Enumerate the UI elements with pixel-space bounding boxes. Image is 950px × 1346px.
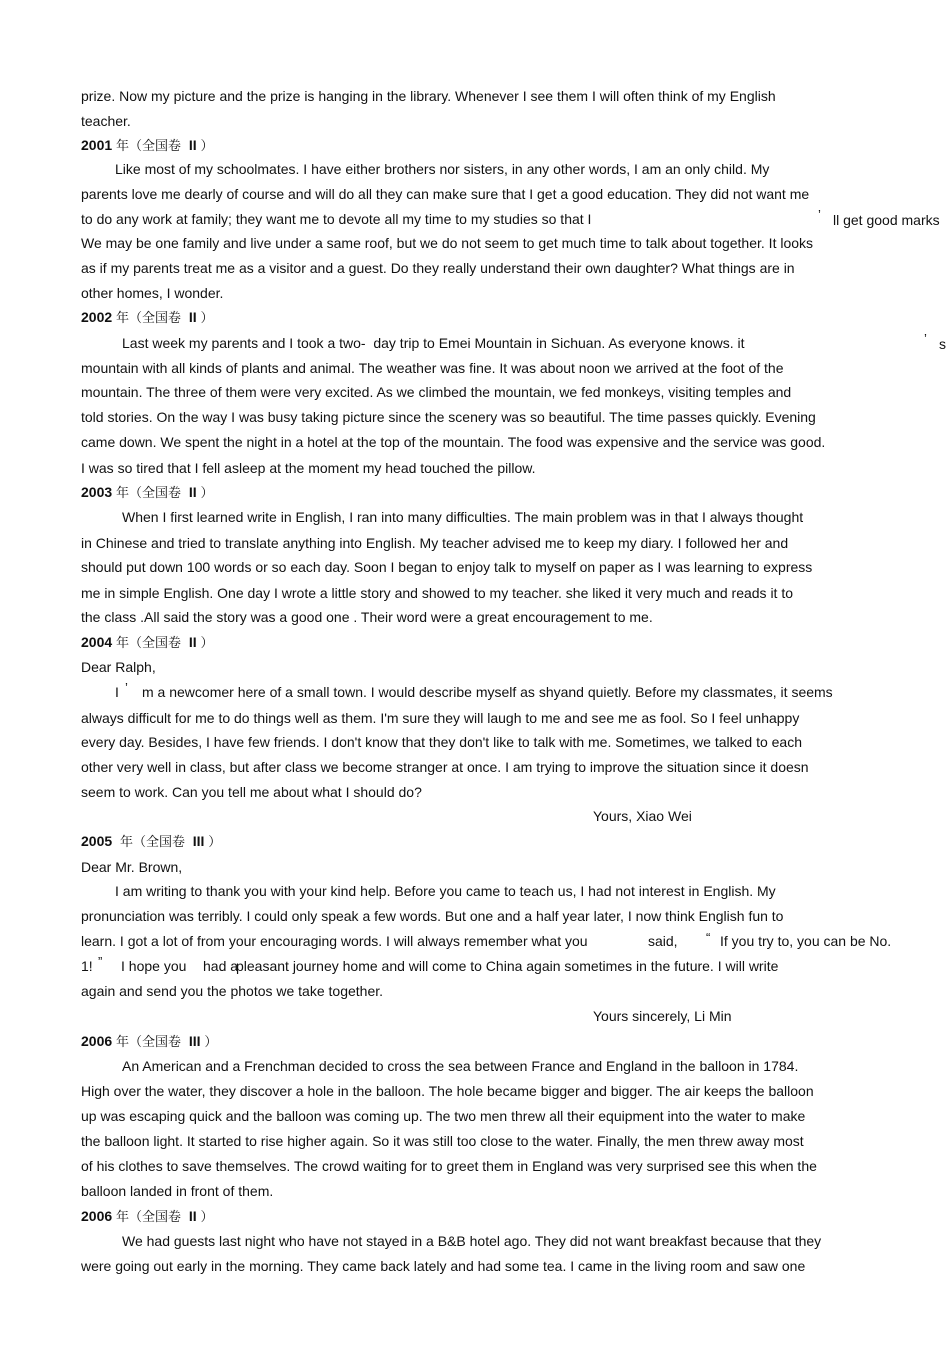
heading-exam: 年（全国卷 bbox=[116, 311, 182, 326]
text-line: other homes, I wonder. bbox=[81, 285, 224, 301]
heading-year: 2002 bbox=[81, 309, 113, 325]
text-line: had a bbox=[203, 958, 239, 974]
text-line: other very well in class, but after class we become stranger at once. I am trying to improve the situation since it doesn bbox=[81, 759, 809, 775]
heading-exam: 年（全国卷 bbox=[116, 486, 182, 501]
heading-year: 2006 bbox=[81, 1208, 113, 1224]
open-quote-mark: “ bbox=[706, 930, 711, 945]
heading-year: 2001 bbox=[81, 137, 113, 153]
text-line: I hope you bbox=[121, 958, 187, 974]
text-line: High over the water, they discover a hole in the balloon. The hole became bigger and bigger. The air keeps the balloon bbox=[81, 1083, 814, 1099]
section-heading-2001 bbox=[81, 136, 214, 156]
text-line: should put down 100 words or so each day. Soon I began to enjoy talk to myself on paper as I was learning to express bbox=[81, 559, 813, 575]
section-heading-2005 bbox=[81, 832, 221, 852]
heading-exam: 年（全国卷 bbox=[116, 139, 182, 154]
section-heading-2004 bbox=[81, 633, 214, 653]
heading-close: ） bbox=[200, 636, 214, 651]
text-line: again and send you the photos we take together. bbox=[81, 983, 384, 999]
heading-exam: 年（全国卷 bbox=[116, 1210, 182, 1225]
section-heading-2006-iii bbox=[81, 1032, 217, 1052]
heading-level: II bbox=[188, 634, 197, 650]
heading-year: 2006 bbox=[81, 1033, 113, 1049]
text-line: the balloon light. It started to rise higher again. So it was still too close to the water. Finally, the men threw away most bbox=[81, 1133, 804, 1149]
text-line: me in simple English. One day I wrote a little story and showed to my teacher. she liked it very much and reads it to bbox=[81, 585, 794, 601]
section-heading-2002 bbox=[81, 308, 214, 328]
letter-greeting: Dear Mr. Brown, bbox=[81, 859, 183, 875]
text-line: to do any work at family; they want me to devote all my time to my studies so that I bbox=[81, 211, 592, 227]
text-line: ll get good marks bbox=[833, 212, 940, 228]
text-line: as if my parents treat me as a visitor and a guest. Do they really understand their own daughter? What things are in bbox=[81, 260, 795, 276]
text-line: s bbox=[939, 336, 946, 352]
text-line: every day. Besides, I have few friends. I don't know that they don't like to talk with me. Sometimes, we talked to each bbox=[81, 734, 802, 750]
text-line: said, bbox=[648, 933, 678, 949]
text-line: the class .All said the story was a good one . Their word were a great encouragement to me. bbox=[81, 609, 653, 625]
heading-year: 2004 bbox=[81, 634, 113, 650]
text-line: were going out early in the morning. They came back lately and had some tea. I came in the living room and saw one bbox=[81, 1258, 806, 1274]
text-line: I bbox=[115, 684, 119, 700]
text-line: An American and a Frenchman decided to cross the sea between France and England in the balloon in 1784. bbox=[122, 1058, 799, 1074]
text-line: prize. Now my picture and the prize is hanging in the library. Whenever I see them I will often think of my English bbox=[81, 88, 776, 104]
heading-level: III bbox=[188, 1033, 201, 1049]
text-line: We may be one family and live under a same roof, but we do not seem to get much time to talk about together. It looks bbox=[81, 235, 814, 251]
heading-exam: 年（全国卷 bbox=[116, 1035, 182, 1050]
text-line: learn. I got a lot of from your encouraging words. I will always remember what you bbox=[81, 933, 588, 949]
text-line: pleasant journey home and will come to China again sometimes in the future. I will write bbox=[236, 958, 779, 974]
text-line: 1! bbox=[81, 958, 93, 974]
text-line: mountain. The three of them were very excited. As we climbed the mountain, we fed monkeys, visiting temples and bbox=[81, 384, 792, 400]
text-line: always difficult for me to do things well as them. I'm sure they will laugh to me and see me as fool. So I feel unhappy bbox=[81, 710, 800, 726]
heading-close: ） bbox=[208, 835, 222, 850]
heading-year: 2003 bbox=[81, 484, 113, 500]
heading-close: ） bbox=[204, 1035, 218, 1050]
heading-close: ） bbox=[200, 139, 214, 154]
letter-signoff: Yours, Xiao Wei bbox=[593, 808, 692, 824]
text-line: told stories. On the way I was busy taking picture since the scenery was so beautiful. The time passes quickly. Evening bbox=[81, 409, 816, 425]
text-line: came down. We spent the night in a hotel at the top of the mountain. The food was expensive and the service was good. bbox=[81, 434, 826, 450]
apostrophe-mark: ’ bbox=[125, 680, 128, 695]
heading-exam: 年（全国卷 bbox=[116, 636, 182, 651]
text-line: balloon landed in front of them. bbox=[81, 1183, 274, 1199]
text-line: Like most of my schoolmates. I have either brothers nor sisters, in any other words, I am an only child. My bbox=[115, 161, 770, 177]
heading-level: II bbox=[188, 484, 197, 500]
text-line: seem to work. Can you tell me about what I should do? bbox=[81, 784, 422, 800]
heading-level: II bbox=[188, 309, 197, 325]
text-line: I was so tired that I fell asleep at the moment my head touched the pillow. bbox=[81, 460, 536, 476]
text-line: pronunciation was terribly. I could only speak a few words. But one and a half year later, I now think English fun to bbox=[81, 908, 784, 924]
heading-exam: 年（全国卷 bbox=[119, 835, 185, 850]
text-line: I am writing to thank you with your kind help. Before you came to teach us, I had not interest in English. My bbox=[115, 883, 776, 899]
section-heading-2003 bbox=[81, 483, 214, 503]
heading-year: 2005 bbox=[81, 833, 113, 849]
text-line: Last week my parents and I took a two- day trip to Emei Mountain in Sichuan. As everyone knows. it bbox=[122, 335, 745, 351]
apostrophe-mark: ’ bbox=[924, 331, 927, 346]
text-line: When I first learned write in English, I ran into many difficulties. The main problem was in that I always thought bbox=[122, 509, 804, 525]
heading-close: ） bbox=[200, 311, 214, 326]
heading-level: III bbox=[192, 833, 205, 849]
heading-close: ） bbox=[200, 1210, 214, 1225]
text-line: up was escaping quick and the balloon was coming up. The two men threw all their equipment into the water to make bbox=[81, 1108, 806, 1124]
heading-level: II bbox=[188, 137, 197, 153]
text-line: parents love me dearly of course and will do all they can make sure that I get a good education. They did not want me bbox=[81, 186, 810, 202]
text-line: m a newcomer here of a small town. I would describe myself as shyand quietly. Before my classmates, it seems bbox=[142, 684, 833, 700]
heading-level: II bbox=[188, 1208, 197, 1224]
letter-signoff: Yours sincerely, Li Min bbox=[593, 1008, 732, 1024]
text-line: We had guests last night who have not stayed in a B&B hotel ago. They did not want breakfast because that they bbox=[122, 1233, 822, 1249]
text-line: teacher. bbox=[81, 113, 131, 129]
apostrophe-mark: ’ bbox=[818, 207, 821, 222]
text-line: of his clothes to save themselves. The crowd waiting for to greet them in England was very surprised see this when the bbox=[81, 1158, 817, 1174]
close-quote-mark: ” bbox=[98, 954, 103, 969]
section-heading-2006-ii bbox=[81, 1207, 214, 1227]
heading-close: ） bbox=[200, 486, 214, 501]
text-line: mountain with all kinds of plants and animal. The weather was fine. It was about noon we arrived at the foot of the bbox=[81, 360, 784, 376]
text-line: in Chinese and tried to translate anything into English. My teacher advised me to keep my diary. I followed her and bbox=[81, 535, 789, 551]
text-line: If you try to, you can be No. bbox=[720, 933, 892, 949]
letter-greeting: Dear Ralph, bbox=[81, 659, 156, 675]
